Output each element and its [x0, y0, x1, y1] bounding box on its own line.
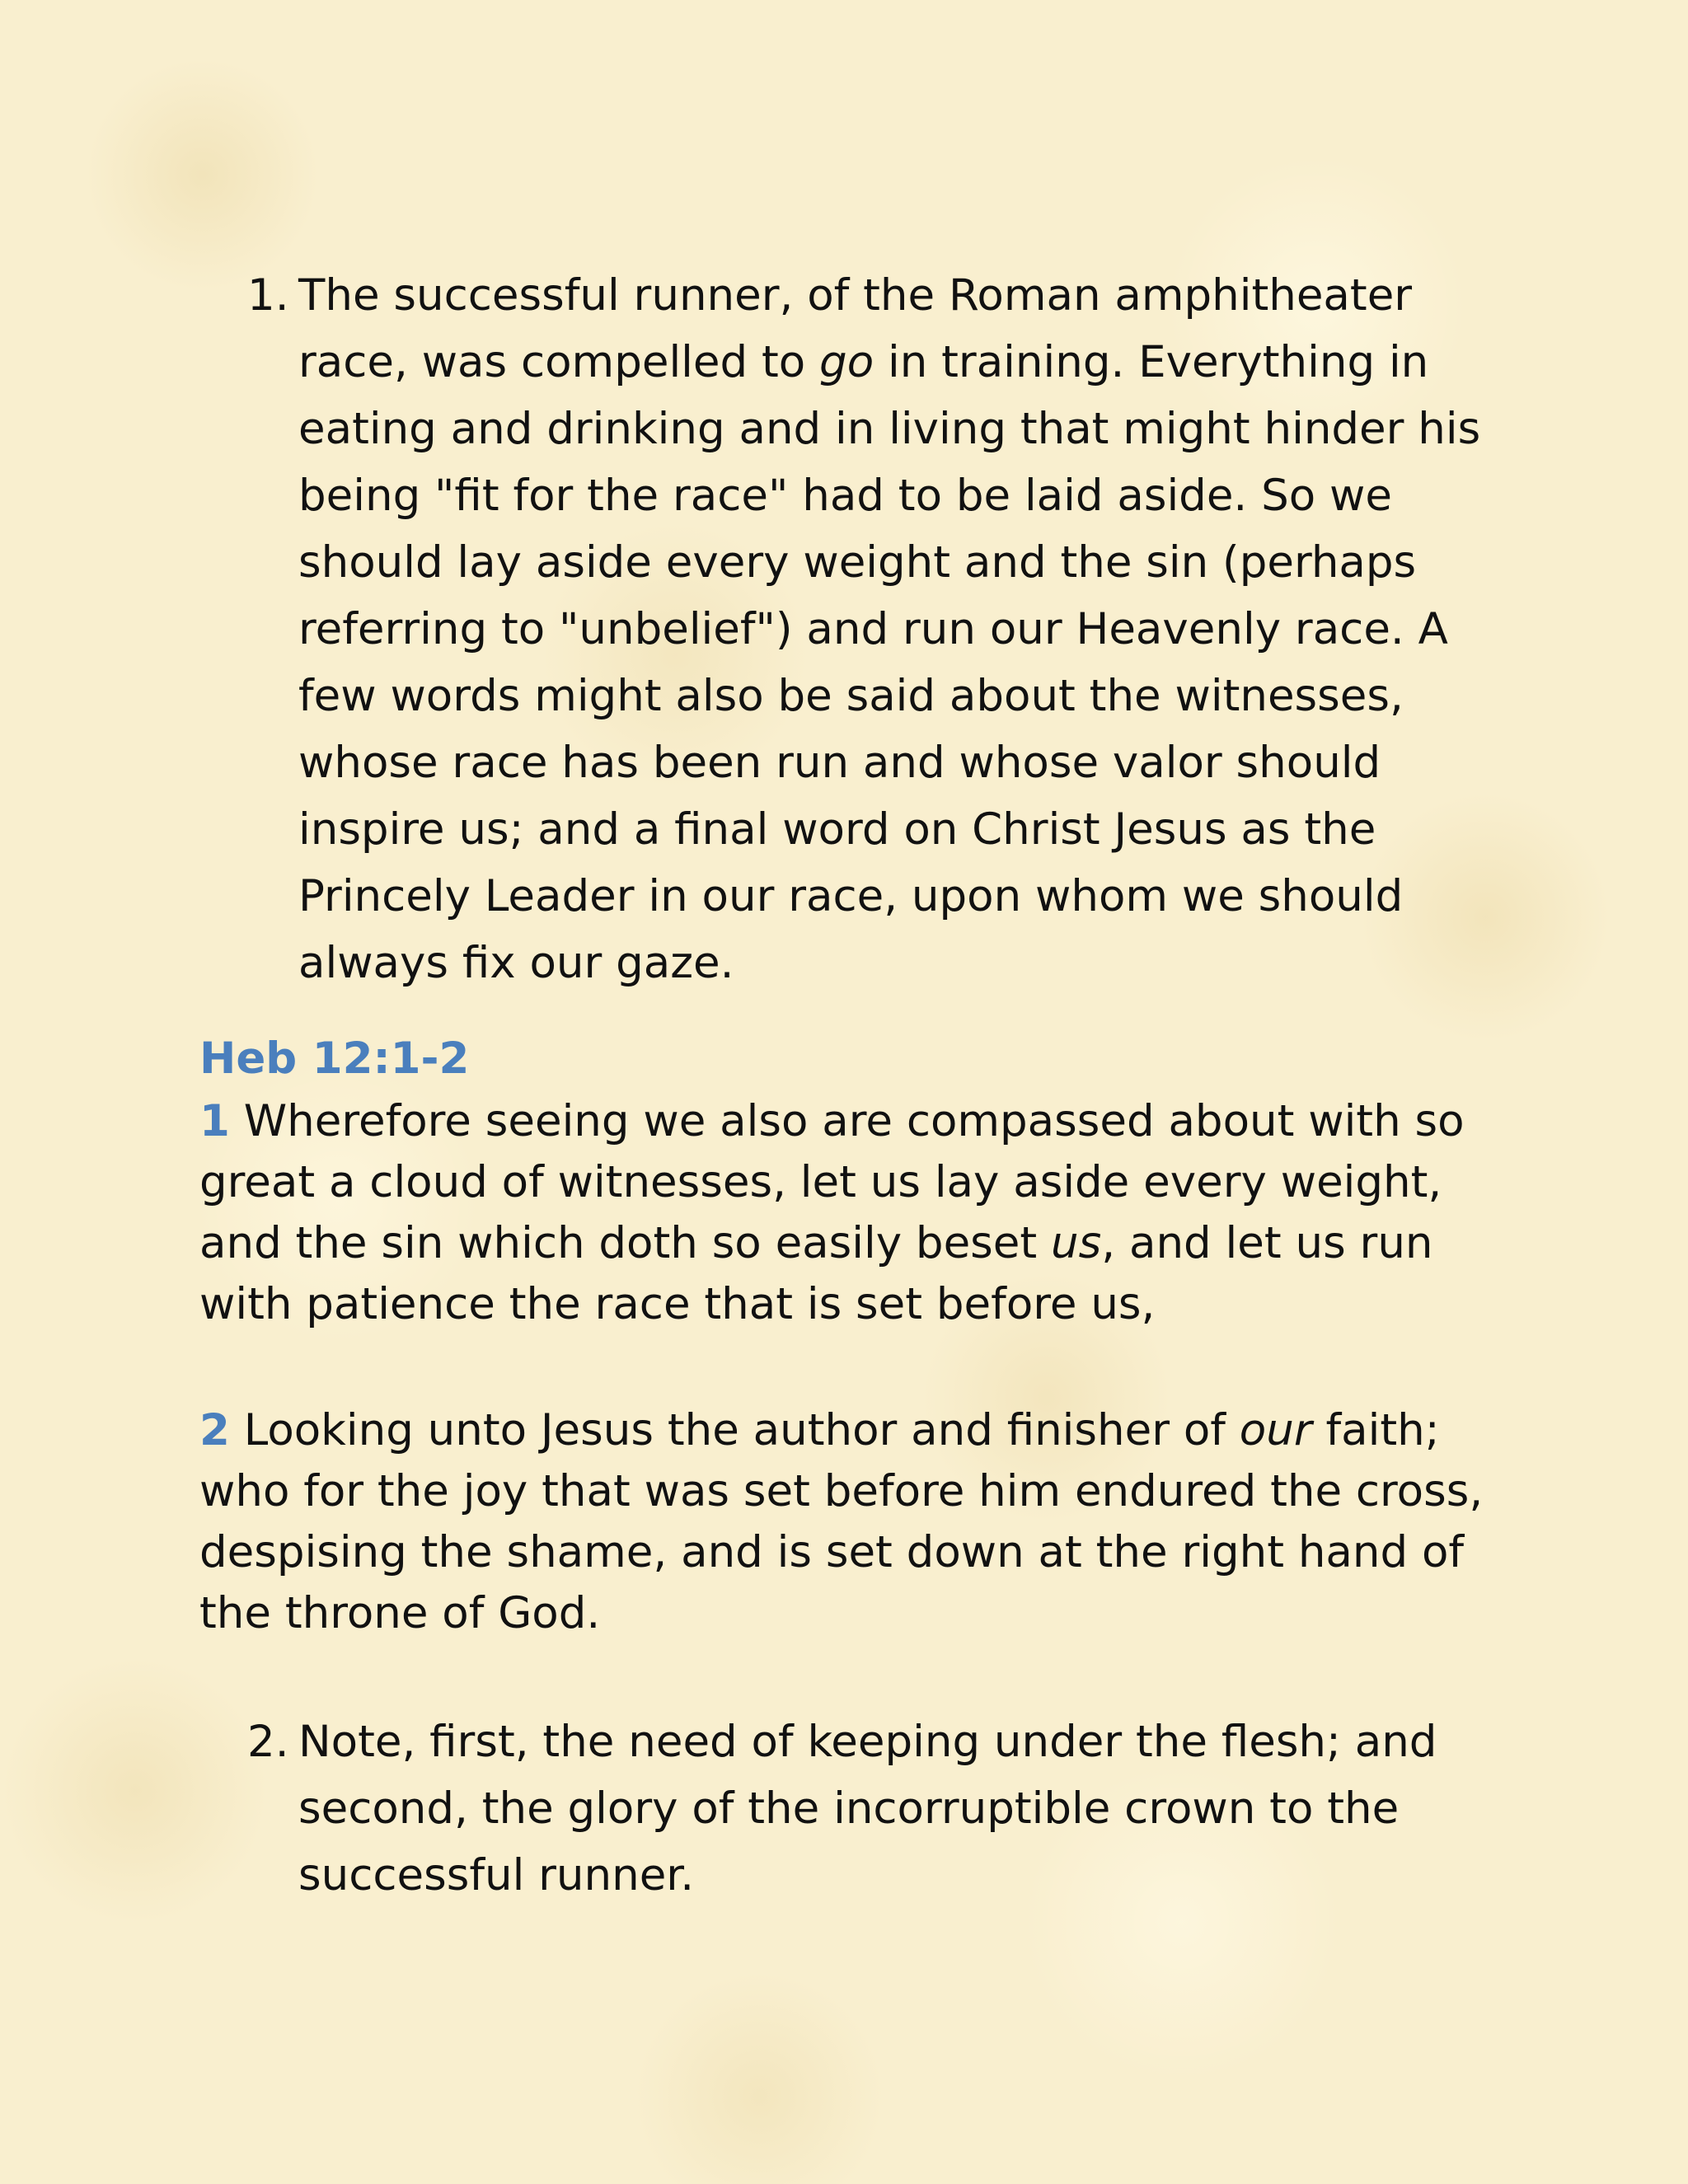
verse-1 — [199, 1091, 1518, 1335]
italic-word: our — [1239, 1405, 1312, 1455]
italic-word: us — [1051, 1218, 1102, 1268]
text-segment: The successful runner, of the Roman amphitheater race, was compelled to — [298, 270, 1413, 387]
numbered-list-item-1 — [247, 262, 1500, 996]
list-number: 1. — [247, 270, 289, 321]
verse-text: Looking unto Jesus the author and finisher of — [229, 1405, 1240, 1455]
scripture-reference-heading: Heb 12:1-2 — [199, 1033, 470, 1084]
verse-number: 2 — [199, 1405, 230, 1455]
verse-number: 1 — [199, 1096, 230, 1146]
text-segment: in training. Everything in eating and drinking and in living that might hinder his being "fit for the race" had to be laid aside. So we should lay aside every weight and the sin (perhaps referring to "unbelief") and run our Heavenly race. A few words might also be said about the witnesses, whose race has been run and whose valor should inspire us; and a final word on Christ Jesus as the Princely Leader in our race, upon whom we should always fix our gaze. — [298, 337, 1481, 988]
verse-2 — [199, 1400, 1518, 1644]
italic-word: go — [819, 337, 874, 387]
verse-text: , and let us run with patience the race that is set before us, — [199, 1218, 1433, 1329]
list-item-text: Note, first, the need of keeping under the flesh; and second, the glory of the incorruptible crown to the successful runner. — [298, 1717, 1437, 1900]
list-item-text — [298, 262, 1500, 996]
verse-text: faith; who for the joy that was set before him endured the cross, despising the shame, and is set down at the right hand of the throne of God. — [199, 1405, 1484, 1638]
numbered-list-item-2 — [247, 1708, 1500, 1909]
list-number: 2. — [247, 1717, 289, 1767]
verse-text: Wherefore seeing we also are compassed about with so great a cloud of witnesses, let us lay aside every weight, and the sin which doth so easily beset — [199, 1096, 1465, 1268]
